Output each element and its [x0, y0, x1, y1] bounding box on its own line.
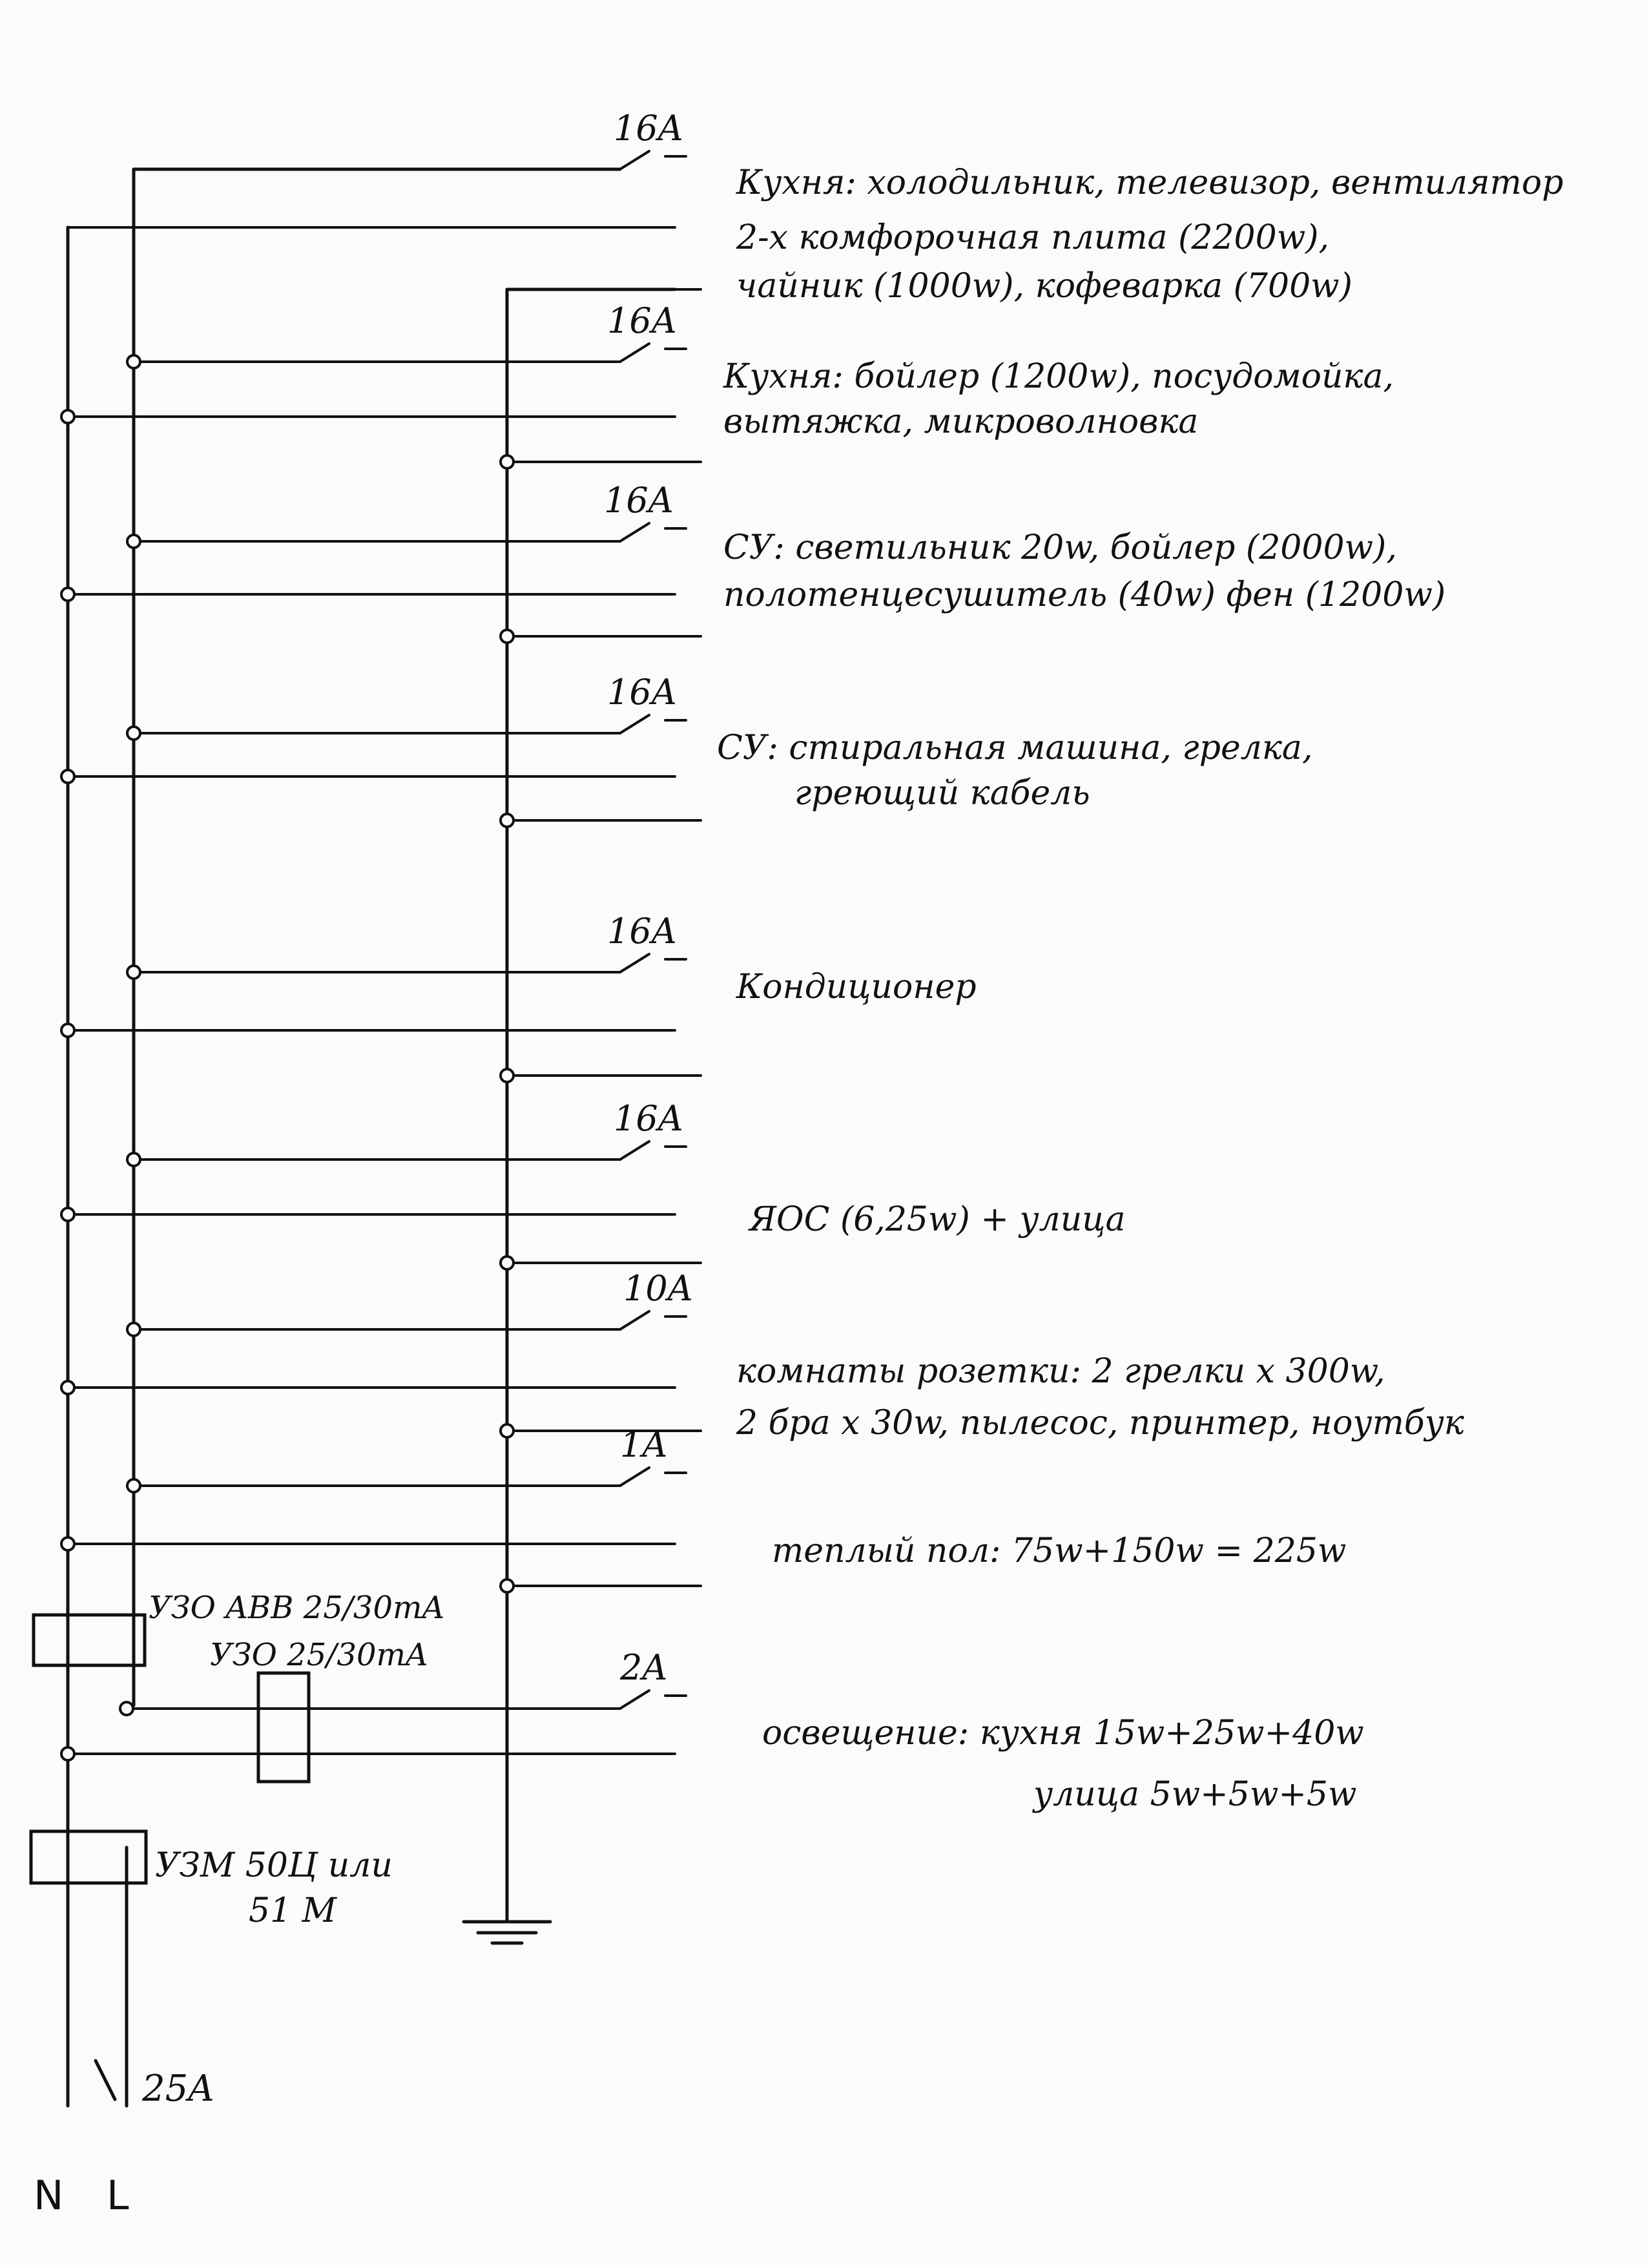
- uzm-label-line1: УЗМ 50Ц или: [155, 1846, 393, 1885]
- breaker-switch-contact: [620, 344, 649, 362]
- neutral-junction-dot: [61, 1024, 74, 1037]
- earth-junction-dot: [501, 630, 513, 643]
- circuit-description-line: освещение: кухня 15w+25w+40w: [762, 1714, 1364, 1753]
- breaker-switch-contact: [620, 151, 649, 169]
- breaker-switch-contact: [620, 1468, 649, 1486]
- main-breaker-label: 25A: [142, 2068, 214, 2110]
- earth-junction-dot: [501, 1069, 513, 1082]
- earth-junction-dot: [501, 1256, 513, 1269]
- circuit-description-line: улица 5w+5w+5w: [1033, 1775, 1357, 1814]
- circuit-description-line: греющий кабель: [794, 774, 1090, 813]
- breaker-rating-label: 16A: [607, 911, 677, 952]
- terminal-l: L: [107, 2172, 129, 2219]
- main-switch-contact: [96, 2061, 115, 2099]
- phase-junction-dot: [127, 1153, 140, 1166]
- breaker-rating-label: 1A: [620, 1424, 668, 1465]
- neutral-junction-dot: [61, 770, 74, 783]
- phase-junction-dot: [127, 1479, 140, 1492]
- phase-junction-dot: [127, 355, 140, 368]
- earth-junction-dot: [501, 455, 513, 468]
- circuit-description-line: СУ: стиральная машина, грелка,: [717, 729, 1313, 767]
- circuit-description-line: ЯОС (6,25w) + улица: [749, 1200, 1126, 1239]
- circuit-description-line: Кондиционер: [736, 968, 977, 1006]
- neutral-junction-dot: [61, 1381, 74, 1394]
- breaker-switch-contact: [620, 523, 649, 541]
- uzm-box: [31, 1831, 146, 1883]
- neutral-junction-dot: [61, 588, 74, 601]
- uzm-label-line2: 51 М: [249, 1891, 337, 1930]
- neutral-junction-dot: [61, 1208, 74, 1221]
- circuit-description-line: СУ: светильник 20w, бойлер (2000w),: [723, 528, 1397, 567]
- circuit-description-line: теплый пол: 75w+150w = 225w: [772, 1532, 1347, 1570]
- earth-junction-dot: [501, 814, 513, 827]
- breaker-switch-contact: [620, 1311, 649, 1329]
- circuit-description-line: полотенцесушитель (40w) фен (1200w): [723, 576, 1446, 614]
- neutral-junction-dot: [61, 1747, 74, 1760]
- breaker-rating-label: 2A: [620, 1647, 668, 1688]
- breaker-rating-label: 16A: [614, 1098, 683, 1139]
- breaker-switch-contact: [620, 1691, 649, 1709]
- circuit-description-line: вытяжка, микроволновка: [723, 402, 1199, 441]
- breaker-rating-label: 16A: [614, 108, 683, 149]
- phase-junction-dot: [120, 1702, 133, 1715]
- earth-junction-dot: [501, 1424, 513, 1437]
- ground-symbol: [464, 1922, 550, 1943]
- earth-junction-dot: [501, 1579, 513, 1592]
- breaker-rating-label: 16A: [607, 672, 677, 713]
- branch-circuits: [61, 108, 1564, 1814]
- phase-junction-dot: [127, 966, 140, 979]
- phase-junction-dot: [127, 535, 140, 548]
- rcd-abb-label: УЗО ABB 25/30mA: [149, 1590, 445, 1626]
- phase-junction-dot: [127, 727, 140, 740]
- rcd-label: УЗО 25/30mA: [210, 1637, 428, 1673]
- terminal-n: N: [34, 2172, 64, 2219]
- neutral-junction-dot: [61, 1537, 74, 1550]
- breaker-rating-label: 16A: [604, 480, 674, 521]
- breaker-switch-contact: [620, 954, 649, 972]
- circuit-description-line: 2 бра x 30w, пылесос, принтер, ноутбук: [736, 1404, 1464, 1442]
- breaker-rating-label: 16A: [607, 300, 677, 341]
- phase-junction-dot: [127, 1323, 140, 1336]
- circuit-description-line: чайник (1000w), кофеварка (700w): [736, 267, 1352, 306]
- rcd-abb-box: [34, 1615, 145, 1665]
- breaker-switch-contact: [620, 1141, 649, 1160]
- neutral-junction-dot: [61, 410, 74, 423]
- rcd-box: [258, 1673, 309, 1782]
- circuit-description-line: Кухня: холодильник, телевизор, вентилятор: [736, 163, 1564, 202]
- circuit-description-line: 2-х комфорочная плита (2200w),: [736, 218, 1330, 257]
- circuit-description-line: комнаты розетки: 2 грелки x 300w,: [736, 1352, 1385, 1391]
- circuit-description-line: Кухня: бойлер (1200w), посудомойка,: [723, 357, 1394, 396]
- breaker-switch-contact: [620, 715, 649, 733]
- breaker-rating-label: 10A: [623, 1268, 693, 1309]
